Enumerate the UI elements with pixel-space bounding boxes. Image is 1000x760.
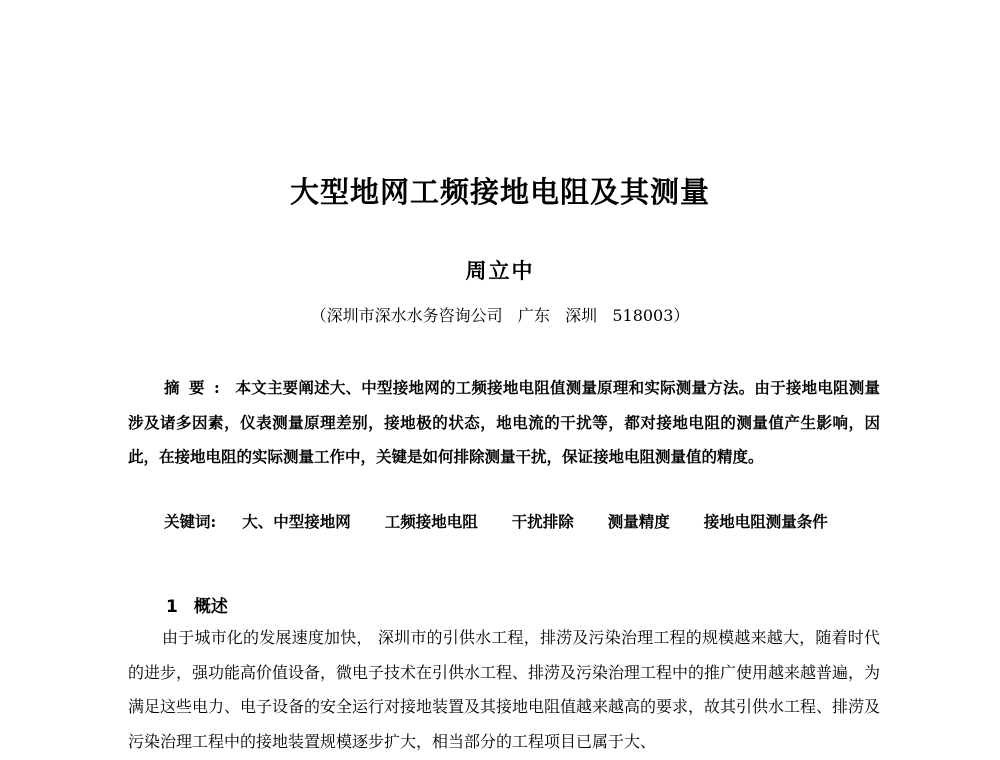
keywords-line [164, 510, 828, 532]
keyword: 工频接地电阻 [384, 512, 478, 531]
keyword: 接地电阻测量条件 [703, 512, 828, 531]
section-number: 1 [166, 597, 178, 617]
keyword: 大、中型接地网 [242, 512, 351, 531]
body-paragraph: 由于城市化的发展速度加快， 深圳市的引供水工程，排涝及污染治理工程的规模越来越大，随着时代的进步，强功能高价值设备，微电子技术在引供水工程、排涝及污染治理工程中的推广使用越来越普遍，为满足这些电力、电子设备的安全运行对接地装置及其接地电阻值越来越高的要求，故其引供水工程、排涝及污染治理工程中的接地装置规模逐步扩大，相当部分的工程项目已属于大、 [128, 628, 881, 751]
paper-author: 周立中 [465, 258, 535, 283]
keywords-label: 关键词: [164, 512, 217, 531]
section-heading [166, 592, 228, 617]
keyword: 干扰排除 [511, 512, 574, 531]
keyword: 测量精度 [607, 512, 670, 531]
paper-title: 大型地网工频接地电阻及其测量 [289, 175, 710, 209]
abstract-label: 摘要: [164, 378, 230, 397]
section-title: 概述 [193, 597, 228, 617]
abstract-paragraph [128, 371, 880, 475]
abstract-text: 本文主要阐述大、中型接地网的工频接地电阻值测量原理和实际测量方法。由于接地电阻测量涉及诸多因素，仪表测量原理差别，接地极的状态，地电流的干扰等，都对接地电阻的测量值产生影响，因此，在接地电阻的实际测量工作中，关键是如何排除测量干扰，保证接地电阻测量值的精度。 [128, 378, 880, 466]
author-affiliation: （深圳市深水水务咨询公司 广东 深圳 518003） [310, 306, 690, 325]
